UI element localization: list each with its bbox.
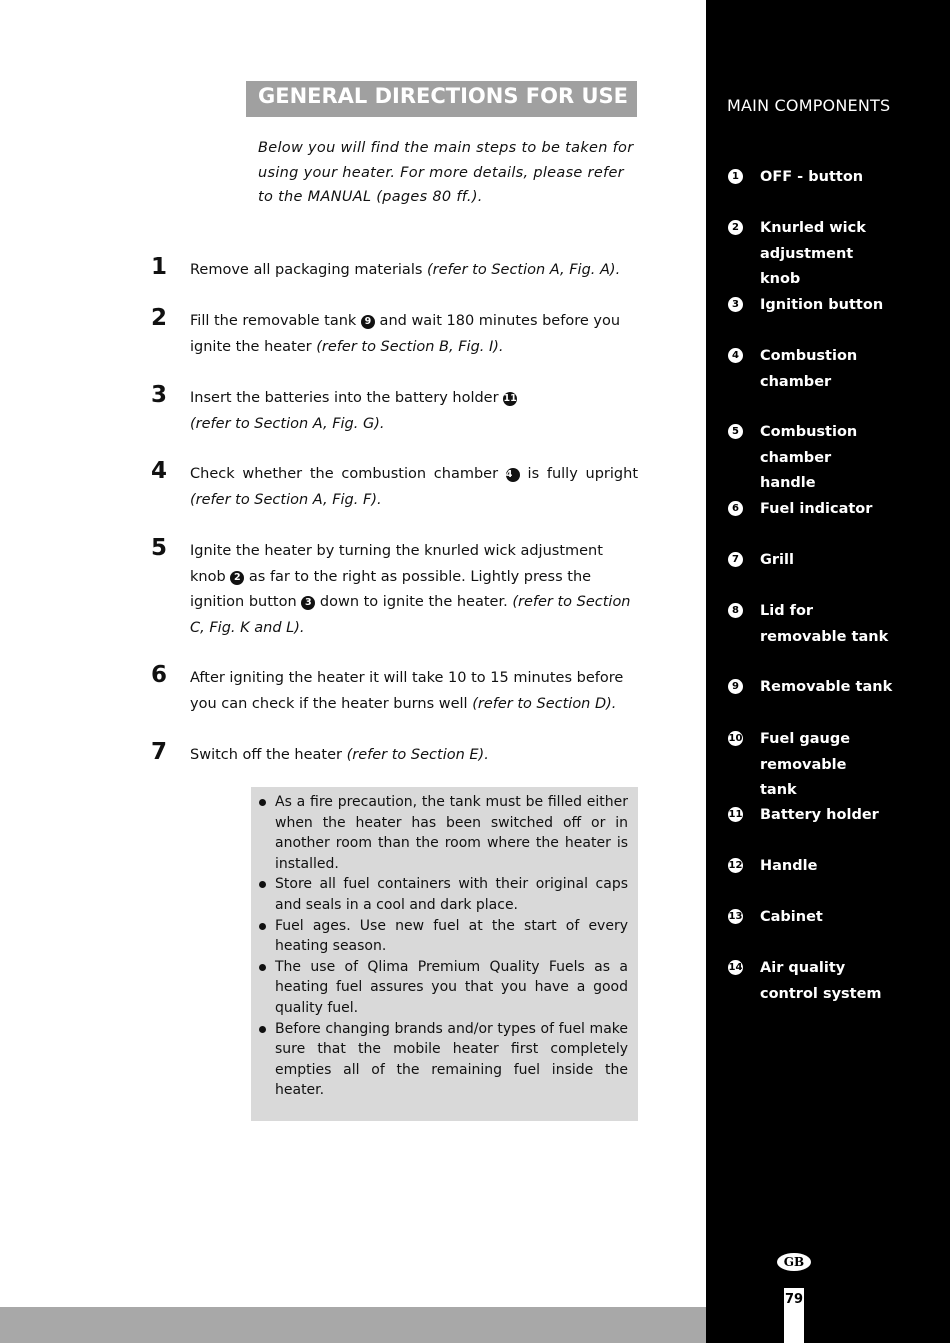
step-text [190,258,638,284]
component-number: 13 [728,911,743,922]
step-text-part: is fully upright [519,466,639,482]
component-number: 5 [728,424,743,439]
component-item [728,956,938,1007]
step-3 [151,382,641,437]
component-ref-badge: 9 [361,315,375,329]
list-item: The use of Qlima Premium Quality Fuels as a heating fuel assures you that you have a good quality fuel. [257,957,628,1019]
component-number: 6 [728,501,743,516]
step-number: 4 [151,458,168,484]
component-item [728,854,938,880]
component-label: Fuel indicator [760,501,873,517]
component-item [728,727,938,804]
step-number: 3 [151,382,168,408]
component-item [728,420,938,497]
step-text [190,386,638,437]
component-label: OFF - button [760,169,864,185]
component-item [728,165,938,191]
component-item [728,216,938,293]
step-reference: (refer to Section B, Fig. I). [316,338,504,355]
page-title: GENERAL DIRECTIONS FOR USE [258,84,628,108]
list-item: Before changing brands and/or types of fuel make sure that the mobile heater first completely empties all of the remaining fuel inside the heater. [257,1019,628,1101]
component-label: Handle [760,858,818,874]
step-5 [151,535,641,641]
step-reference: (refer to Section A, Fig. F). [190,491,382,508]
safety-notes-list [257,792,628,1101]
component-item [728,803,938,829]
step-reference: (refer to Section A, Fig. A). [427,262,621,278]
component-item [728,497,938,523]
component-item [728,293,938,319]
component-label: Cabinet [760,909,823,925]
component-label: Ignition button [760,297,884,313]
step-number: 6 [151,662,168,688]
component-item [728,599,938,650]
page-number: 79 [784,1292,804,1307]
step-text-part: down to ignite the heater. [315,594,513,611]
component-label: Knurled wick adjustment knob [760,220,866,288]
step-reference: (refer to Section E). [346,747,489,763]
step-text-part: Remove all packaging materials [190,262,428,278]
step-reference: (refer to Section D). [472,695,617,712]
component-label: Removable tank [760,679,893,695]
step-2 [151,305,641,360]
safety-notes-box [251,787,638,1121]
step-text-part: Switch off the heater [190,747,347,763]
component-item [728,344,938,395]
component-label: Battery holder [760,807,879,823]
step-text [190,309,638,360]
step-text [190,666,638,717]
sidebar-title: MAIN COMPONENTS [727,96,891,115]
component-number: 7 [728,552,743,567]
component-number: 1 [728,169,743,184]
component-number: 8 [728,603,743,618]
component-number: 14 [728,962,743,973]
component-number: 9 [728,679,743,694]
step-text [190,539,638,641]
main-components-sidebar [706,0,950,1343]
component-label: Grill [760,552,794,568]
step-reference: (refer to Section C, Fig. K and L). [190,594,631,636]
step-text [190,743,638,769]
step-7 [151,739,641,769]
step-text-part: Fill the removable tank [190,313,361,329]
component-label: Combustion chamber handle [760,424,858,492]
component-number: 11 [728,809,743,820]
component-ref-badge: 2 [230,571,244,585]
footer-bar [0,1307,706,1343]
component-ref-badge: 4 [506,468,520,482]
component-ref-badge: 3 [301,596,315,610]
language-badge: GB [777,1253,811,1271]
component-number: 2 [728,220,743,235]
component-number: 12 [728,860,743,871]
step-text-part: After igniting the heater it will take 10 to 15 minutes before you can check if the heater burns well [190,670,624,712]
component-label: Combustion chamber [760,348,858,390]
list-item: As a fire precaution, the tank must be filled either when the heater has been switched off or in another room than the room where the heater is installed. [257,792,628,874]
step-4 [151,458,641,513]
component-item [728,675,938,701]
component-label: Lid for removable tank [760,603,889,645]
step-text-part: and wait 180 minutes before you ignite the heater [190,313,621,355]
step-1 [151,254,641,284]
step-text-part: as far to the right as possible. Lightly press the ignition button [190,568,592,611]
step-text-part: Ignite the heater by turning the knurled wick adjustment knob [190,543,603,585]
component-label: Fuel gauge removable tank [760,731,851,799]
step-text-part: Check whether the combustion chamber [190,466,506,482]
list-item: Store all fuel containers with their original caps and seals in a cool and dark place. [257,874,628,915]
step-number: 2 [151,305,168,331]
component-number: 4 [728,348,743,363]
component-item [728,905,938,931]
component-label: Air quality control system [760,960,882,1002]
step-text-part: Insert the batteries into the battery holder [190,390,504,406]
step-number: 1 [151,254,168,280]
heading-box [246,81,637,117]
step-number: 7 [151,739,168,765]
component-number: 3 [728,297,743,312]
component-item [728,548,938,574]
step-text [190,462,638,513]
component-number: 10 [728,733,743,744]
step-reference: (refer to Section A, Fig. G). [190,415,385,432]
page-number-tab [784,1288,804,1343]
step-6 [151,662,641,717]
list-item: Fuel ages. Use new fuel at the start of every heating season. [257,916,628,957]
step-number: 5 [151,535,168,561]
intro-paragraph: Below you will find the main steps to be taken for using your heater. For more details, please refer to the MANUAL (pages 80 ff.). [258,140,634,205]
component-ref-badge: 11 [503,393,517,404]
